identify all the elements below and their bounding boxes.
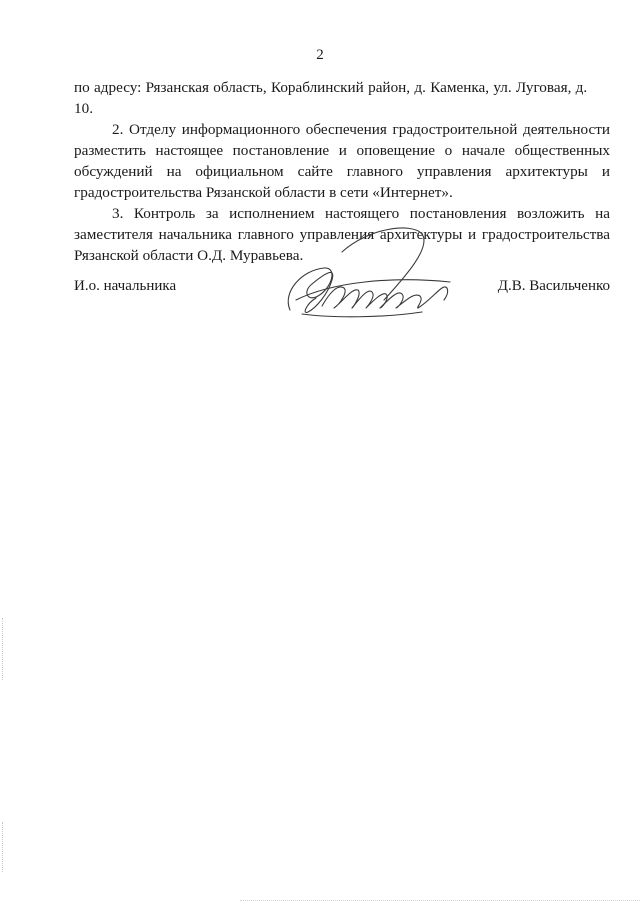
signatory-title: И.о. начальника — [74, 278, 177, 294]
handwritten-signature — [272, 222, 462, 332]
page-number: 2 — [316, 47, 324, 63]
scan-bottom-edge — [240, 900, 640, 903]
paragraph-item-2: 2. Отделу информационного обеспечения градостроительной деятельности разместить настоящее постановление и оповещение о начале общественных обсуждений на официальном сайте главного управления архитектуры и градостроительства Рязанской области в сети «Интернет». — [74, 121, 610, 201]
paragraph-address-continuation: по адресу: Рязанская область, Кораблинский район, д. Каменка, ул. Луговая, д. 10. — [74, 79, 588, 117]
signatory-name: Д.В. Васильченко — [497, 278, 610, 294]
scan-edge-mark — [2, 618, 7, 680]
scan-edge-mark — [2, 822, 7, 872]
paragraph-item-3: 3. Контроль за исполнением настоящего постановления возложить на заместителя начальника главного управления архитектуры и градостроительства Рязанской области О.Д. Муравьева. — [74, 205, 610, 264]
